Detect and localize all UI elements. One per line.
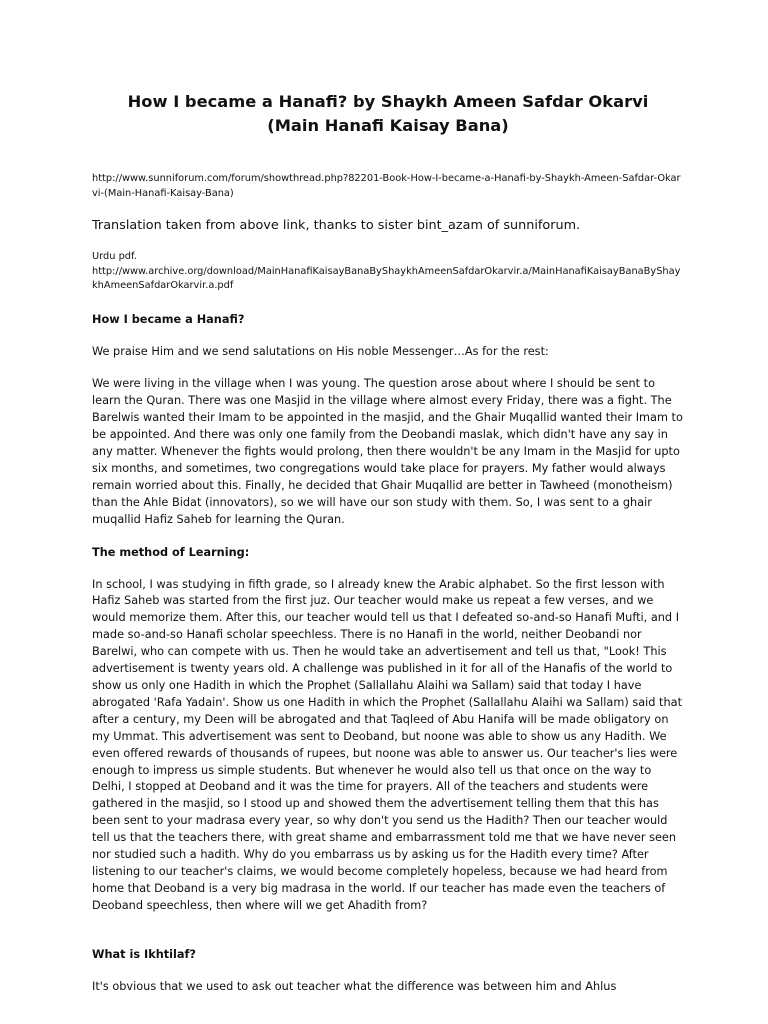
- title-line-2: (Main Hanafi Kaisay Bana): [267, 116, 509, 135]
- document-page: [92, 90, 684, 1012]
- translation-note: Translation taken from above link, thanks to sister bint_azam of sunniforum.: [92, 218, 581, 233]
- paragraph-ikhtilaf: It's obvious that we used to ask out teacher what the difference was between him and Ahlus: [92, 979, 617, 993]
- document-title: [92, 90, 684, 138]
- section-heading-how-i-became: How I became a Hanafi?: [92, 312, 245, 326]
- urdu-pdf-url-link[interactable]: http://www.archive.org/download/MainHanafiKaisayBanaByShaykhAmeenSafdarOkarvir.a/MainHanafiKaisayBanaByShaykhAmeenSafdarOkarvir.a.pdf: [92, 265, 681, 291]
- section-heading-method-of-learning: The method of Learning:: [92, 545, 250, 559]
- title-line-1: How I became a Hanafi? by Shaykh Ameen Safdar Okarvi: [127, 92, 649, 111]
- paragraph-village: We were living in the village when I was young. The question arose about where I should be sent to learn the Quran. There was one Masjid in the village where almost every Friday, there was a fight. The Barelwis wanted their Imam to be appointed in the masjid, and the Ghair Muqallid wanted their Imam to be appointed. And there was only one family from the Deobandi maslak, which didn't have any say in any matter. Whenever the fights would prolong, then there wouldn't be any Imam in the Masjid for upto six months, and sometimes, two congregations would take place for prayers. My father would always remain worried about this. Finally, he decided that Ghair Muqallid are better in Tawheed (monotheism) than the Ahle Bidat (innovators), so we will have our son study with them. So, I was sent to a ghair muqallid Hafiz Saheb for learning the Quran.: [92, 377, 683, 526]
- paragraph-school: In school, I was studying in fifth grade, so I already knew the Arabic alphabet. So the first lesson with Hafiz Saheb was started from the first juz. Our teacher would make us repeat a few verses, and we would memorize them. After this, our teacher would tell us that I defeated so-and-so Hanafi Mufti, and I made so-and-so Hanafi scholar speechless. There is no Hanafi in the world, neither Deobandi nor Barelwi, who can compete with us. Then he would take an advertisement and tell us that, "Look! This advertisement is twenty years old. A challenge was published in it for all of the Hanafis of the world to show us only one Hadith in which the Prophet (Sallallahu Alaihi wa Sallam) said that today I have abrogated 'Rafa Yadain'. Show us one Hadith in which the Prophet (Sallallahu Alaihi wa Sallam) said that after a century, my Deen will be abrogated and that Taqleed of Abu Hanifa will be made obligatory on my Ummat. This advertisement was sent to Deoband, but noone was able to show us any Hadith. We even offered rewards of thousands of rupees, but noone was able to answer us. Our teacher's lies were enough to impress us simple students. But whenever he would also tell us that once on the way to Delhi, I stopped at Deoband and it was the time for prayers. All of the teachers and students were gathered in the masjid, so I stood up and showed them the advertisement telling them that this has been sent to your madrasa every year, so why don't you send us the Hadith? Then our teacher would tell us that the teachers there, with great shame and embarrassment told me that we have never seen nor studied such a hadith. Why do you embarrass us by asking us for the Hadith every time? After listening to our teacher's claims, we would become completely hopeless, because we had heard from home that Deoband is a very big madrasa in the world. If our teacher has made even the teachers of Deoband speechless, then where will we get Ahadith from?: [92, 577, 683, 912]
- paragraph-praise: We praise Him and we send salutations on His noble Messenger…As for the rest:: [92, 344, 549, 358]
- urdu-pdf-label: Urdu pdf.: [92, 251, 137, 262]
- source-link-block: [92, 172, 684, 201]
- section-heading-ikhtilaf: What is Ikhtilaf?: [92, 947, 196, 961]
- urdu-pdf-block: [92, 250, 684, 294]
- source-url-link[interactable]: http://www.sunniforum.com/forum/showthread.php?82201-Book-How-I-became-a-Hanafi-by-Shaykh-Ameen-Safdar-Okarvi-(Main-Hanafi-Kaisay-Bana): [92, 173, 681, 199]
